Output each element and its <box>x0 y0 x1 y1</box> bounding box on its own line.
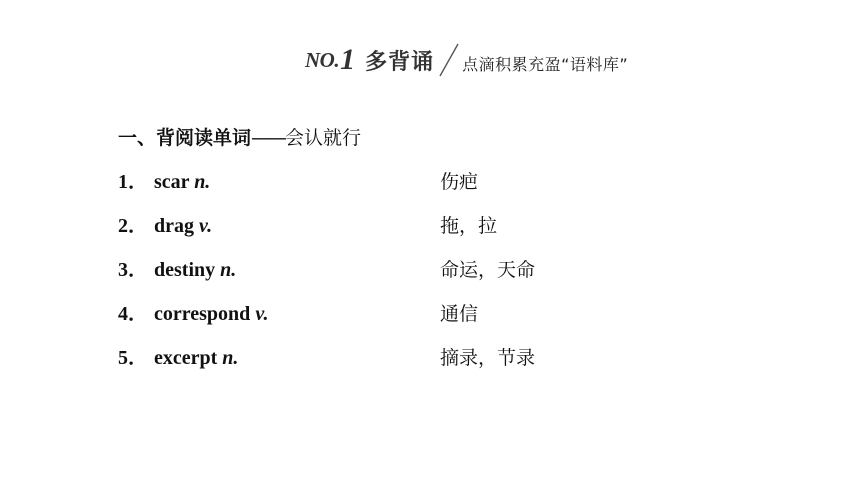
vocab-section-title <box>118 126 361 150</box>
vocab-word: scar <box>154 171 190 193</box>
vocab-number: 1． <box>118 171 148 193</box>
vocab-pos: n. <box>222 347 239 369</box>
vocab-pos: n. <box>220 259 237 281</box>
vocab-word: drag <box>154 215 194 237</box>
slash-divider-icon <box>438 43 460 77</box>
vocab-pos: v. <box>199 215 213 237</box>
vocab-number: 5． <box>118 347 148 369</box>
vocab-row <box>0 346 860 390</box>
vocab-meaning: 伤疤 <box>440 171 479 193</box>
vocab-meaning: 命运，天命 <box>440 259 536 281</box>
section-header-subtitle: 点滴积累充盈“语料库” <box>462 54 629 74</box>
vocab-section-title-main: 一、背阅读单词 <box>118 127 252 149</box>
vocab-pos: n. <box>194 171 211 193</box>
vocab-number: 4． <box>118 303 148 325</box>
section-number: 1 <box>340 43 356 76</box>
vocab-meaning: 拖，拉 <box>440 215 498 237</box>
vocab-row <box>0 258 860 302</box>
vocab-term <box>118 302 268 326</box>
vocab-number: 3． <box>118 259 148 281</box>
vocab-word: excerpt <box>154 347 218 369</box>
vocab-pos: v. <box>255 303 269 325</box>
vocab-meaning: 摘录，节录 <box>440 347 536 369</box>
section-header-title: 多背诵 <box>365 49 435 75</box>
vocab-number: 2． <box>118 215 148 237</box>
section-number-label: NO. <box>305 47 340 72</box>
vocab-term <box>118 258 236 282</box>
vocab-word: correspond <box>154 303 251 325</box>
vocab-word: destiny <box>154 259 216 281</box>
vocab-section-title-dash: —— <box>251 127 286 149</box>
vocab-term <box>118 214 212 238</box>
vocab-row <box>0 302 860 346</box>
vocab-list <box>0 170 860 390</box>
vocab-meaning: 通信 <box>440 303 479 325</box>
vocab-term <box>118 170 210 194</box>
vocab-term <box>118 346 238 370</box>
section-header <box>305 40 628 80</box>
vocab-section-title-note: 会认就行 <box>285 127 362 149</box>
vocab-row <box>0 214 860 258</box>
vocab-row <box>0 170 860 214</box>
